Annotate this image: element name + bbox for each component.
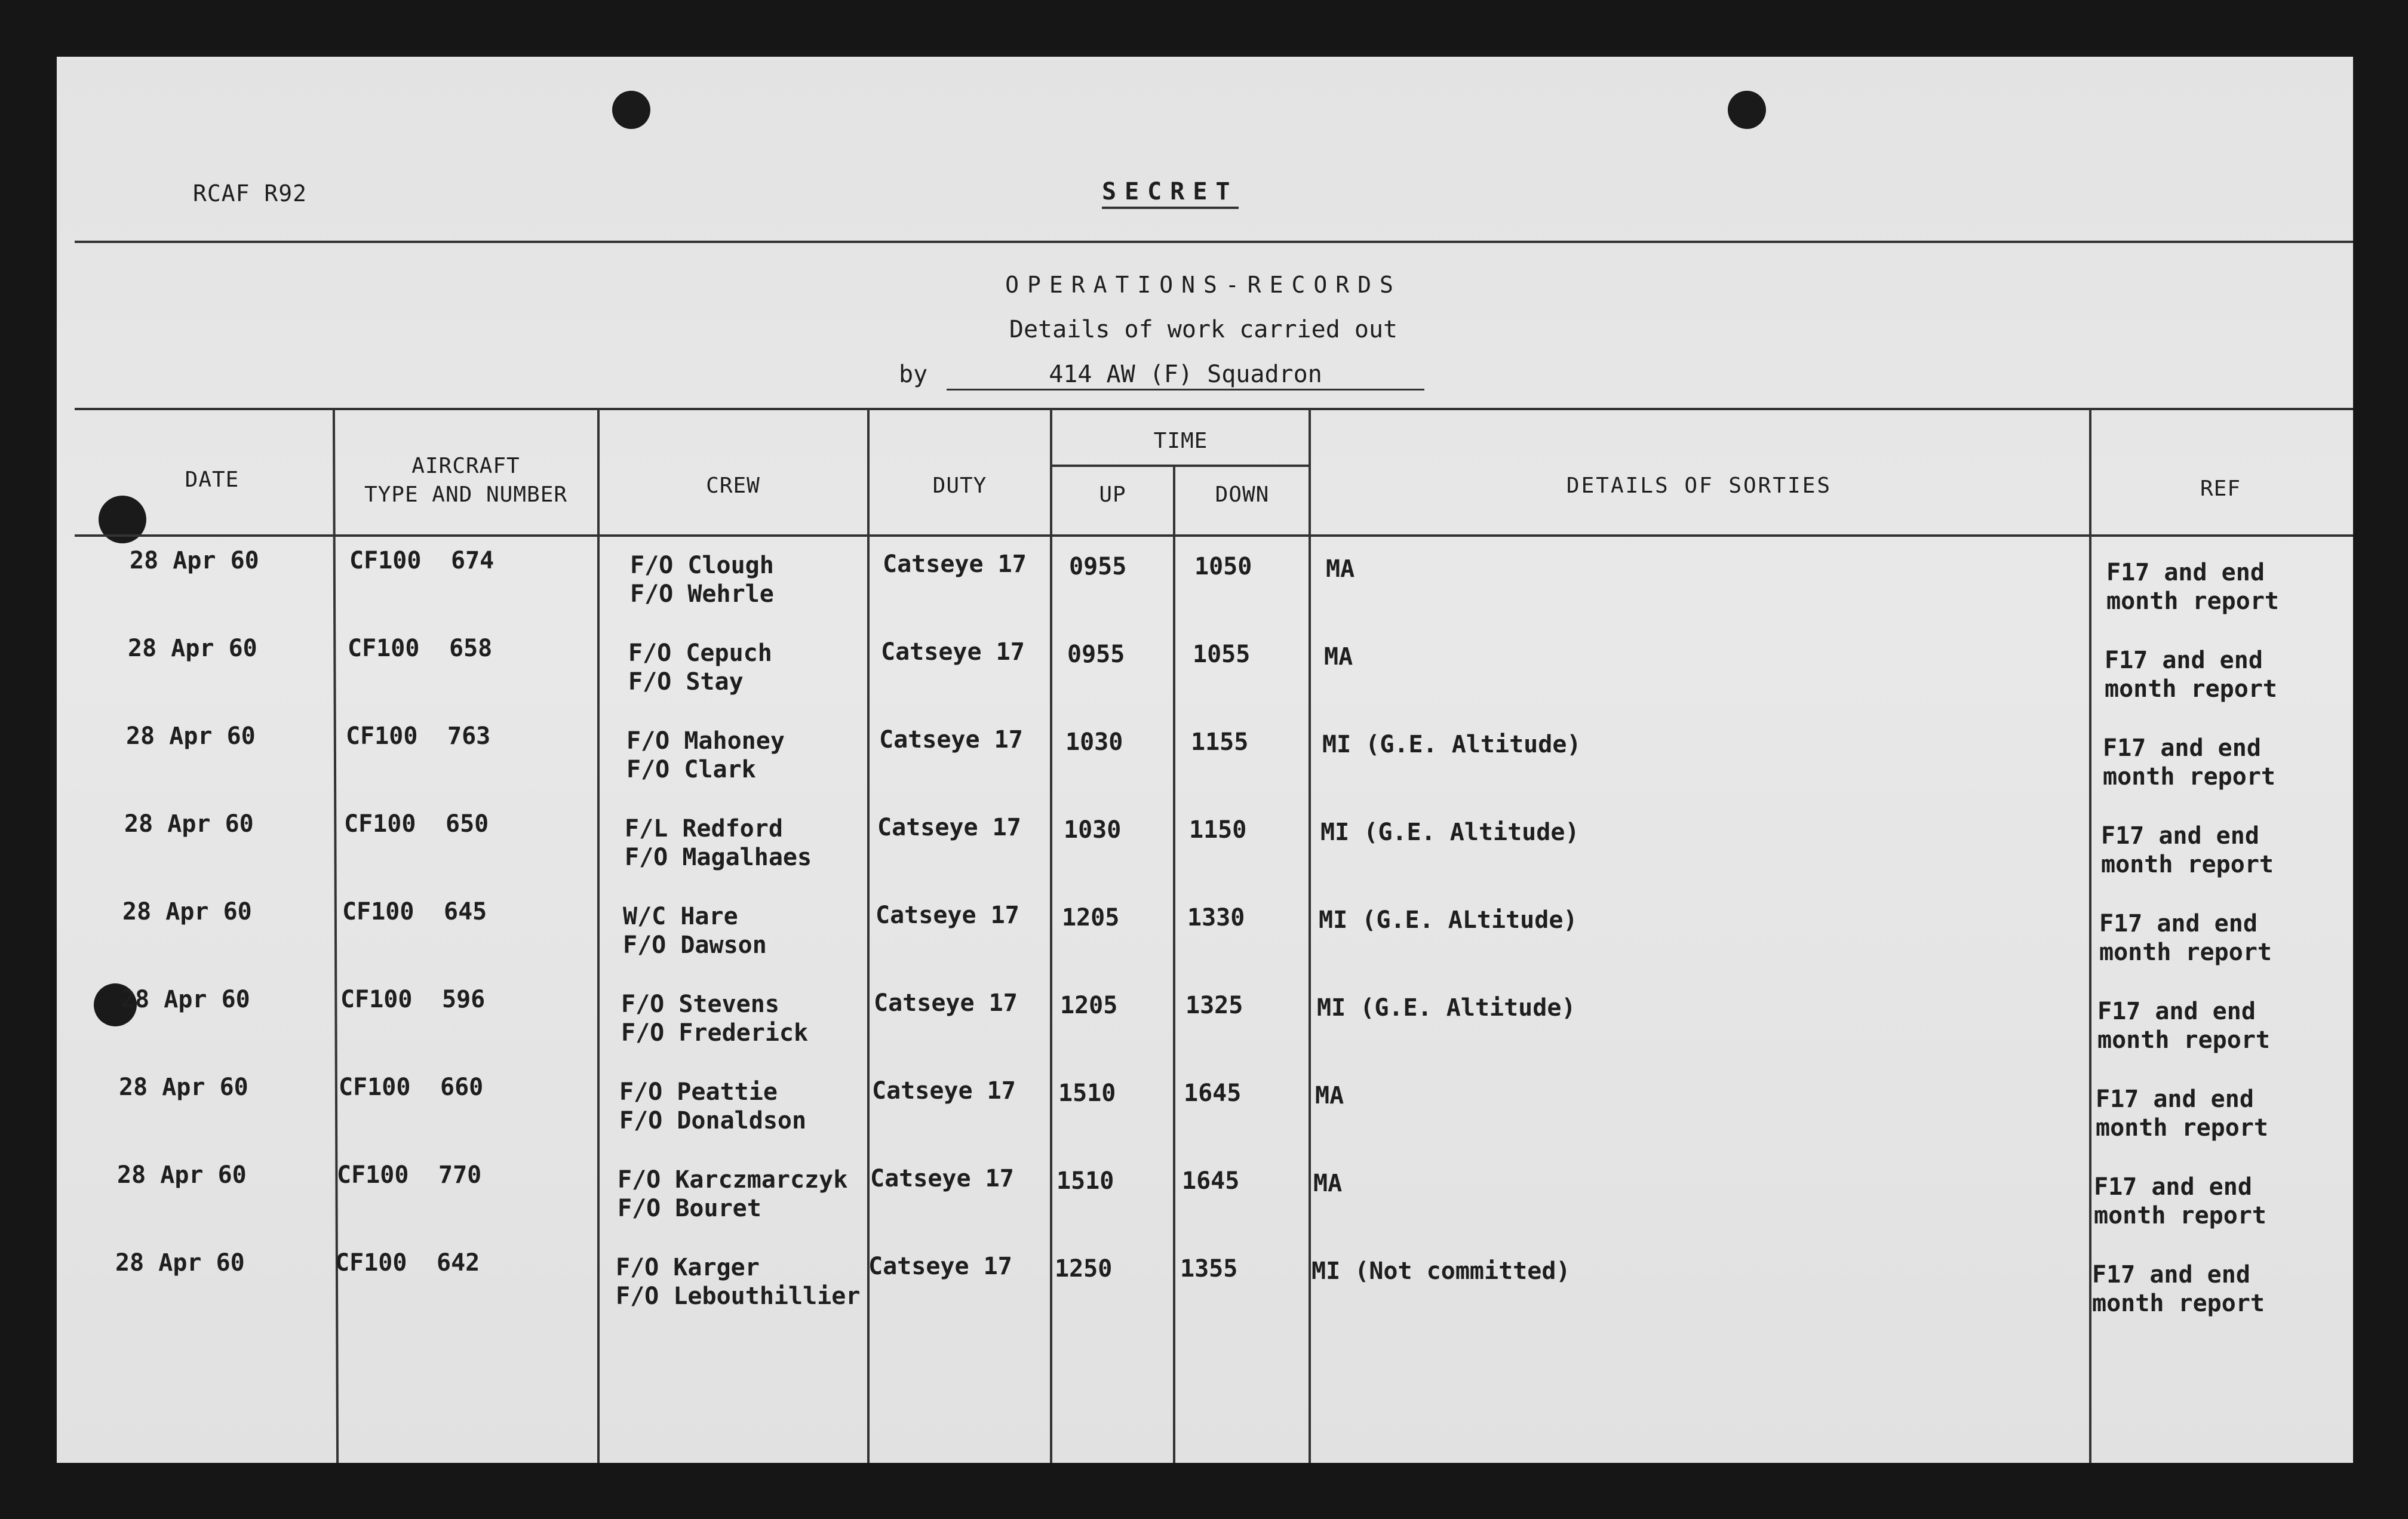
duty: Catseye 17 xyxy=(872,1077,1016,1105)
sortie-details: MI (G.E. Altitude) xyxy=(1317,994,1576,1022)
crew-member-1: F/O Stevens xyxy=(621,991,779,1018)
table-row xyxy=(57,1161,2341,1249)
punch-hole xyxy=(1728,91,1766,129)
crew-member-2: F/O Lebouthillier xyxy=(616,1283,861,1310)
aircraft-type: CF100 xyxy=(349,547,422,574)
duty: Catseye 17 xyxy=(879,726,1023,754)
squadron-name: 414 AW (F) Squadron xyxy=(947,360,1424,390)
ref-line-1: F17 and end xyxy=(2094,1173,2252,1201)
time-up: 1510 xyxy=(1056,1167,1114,1195)
ref-line-2: month report xyxy=(2094,1202,2266,1229)
operations-record-sheet xyxy=(57,57,2353,1463)
ref-line-2: month report xyxy=(2096,1114,2268,1142)
record-subtitle: Details of work carried out xyxy=(1009,316,1398,343)
sortie-date: 28 Apr 60 xyxy=(119,1074,248,1101)
duty: Catseye 17 xyxy=(883,551,1027,578)
sortie-details: MI (G.E. ALtitude) xyxy=(1319,906,1578,934)
aircraft-number: 650 xyxy=(446,810,489,838)
ref-line-1: F17 and end xyxy=(2096,1086,2254,1113)
col-header-date: DATE xyxy=(185,468,239,492)
col-header-crew: CREW xyxy=(706,473,760,498)
crew-member-2: F/O Donaldson xyxy=(619,1107,807,1134)
time-down: 1055 xyxy=(1193,641,1251,668)
sortie-details: MI (G.E. Altitude) xyxy=(1320,819,1580,846)
aircraft-number: 660 xyxy=(440,1074,484,1101)
crew-member-2: F/O Clark xyxy=(626,756,756,783)
sortie-details: MA xyxy=(1313,1170,1343,1197)
ref-line-2: month report xyxy=(2099,939,2272,966)
sortie-date: 28 Apr 60 xyxy=(130,547,259,574)
sortie-details: MI (G.E. Altitude) xyxy=(1322,731,1581,758)
sortie-date: 28 Apr 60 xyxy=(124,810,254,838)
col-header-up: UP xyxy=(1099,482,1126,507)
ref-line-1: F17 and end xyxy=(2092,1261,2250,1289)
crew-member-1: W/C Hare xyxy=(623,903,738,930)
crew-member-2: F/O Wehrle xyxy=(630,580,774,608)
time-down: 1355 xyxy=(1180,1255,1238,1283)
aircraft-number: 645 xyxy=(444,898,487,925)
col-header-duty: DUTY xyxy=(932,473,987,498)
time-up: 1510 xyxy=(1058,1080,1116,1107)
time-down: 1325 xyxy=(1185,992,1243,1019)
col-header-aircraft-1: AIRCRAFT xyxy=(411,454,520,478)
table-row xyxy=(57,1073,2342,1161)
ref-line-2: month report xyxy=(2105,675,2277,703)
table-row xyxy=(57,722,2349,810)
table-header-rule xyxy=(75,534,2353,537)
crew-member-1: F/O Cepuch xyxy=(628,639,772,667)
table-row xyxy=(57,810,2348,897)
aircraft-type: CF100 xyxy=(346,722,418,750)
aircraft-type: CF100 xyxy=(348,635,420,662)
aircraft-type: CF100 xyxy=(340,986,413,1013)
time-subheader-rule xyxy=(1051,465,1310,467)
crew-member-2: F/O Stay xyxy=(628,668,744,696)
time-up: 1205 xyxy=(1060,992,1118,1019)
ref-line-1: F17 and end xyxy=(2101,822,2259,850)
header-rule xyxy=(75,241,2353,243)
sortie-details: MI (Not committed) xyxy=(1312,1257,1571,1285)
duty: Catseye 17 xyxy=(870,1165,1014,1192)
col-header-aircraft-2: TYPE AND NUMBER xyxy=(364,482,568,507)
aircraft-type: CF100 xyxy=(342,898,414,925)
table-row xyxy=(57,634,2351,722)
crew-member-1: F/L Redford xyxy=(625,815,783,842)
sortie-date: 28 Apr 60 xyxy=(117,1161,247,1189)
aircraft-type: CF100 xyxy=(335,1249,407,1277)
crew-member-1: F/O Clough xyxy=(630,552,774,579)
crew-member-1: F/O Karczmarczyk xyxy=(618,1166,848,1194)
crew-member-2: F/O Magalhaes xyxy=(625,844,812,871)
ref-line-1: F17 and end xyxy=(2103,734,2261,762)
duty: Catseye 17 xyxy=(877,814,1021,841)
col-header-down: DOWN xyxy=(1215,482,1270,507)
sortie-details: MA xyxy=(1324,643,1353,671)
time-down: 1155 xyxy=(1191,728,1249,756)
aircraft-number: 763 xyxy=(447,722,491,750)
aircraft-type: CF100 xyxy=(339,1074,411,1101)
time-down: 1645 xyxy=(1184,1080,1242,1107)
crew-member-2: F/O Frederick xyxy=(621,1019,809,1047)
time-up: 0955 xyxy=(1067,641,1125,668)
ref-line-2: month report xyxy=(2106,588,2279,615)
record-title: OPERATIONS-RECORDS xyxy=(1005,272,1402,298)
time-down: 1330 xyxy=(1187,904,1245,931)
time-down: 1645 xyxy=(1182,1167,1240,1195)
sortie-table-body xyxy=(57,546,2353,1442)
aircraft-number: 596 xyxy=(442,986,486,1013)
by-label: by xyxy=(899,361,928,388)
sortie-details: MA xyxy=(1326,555,1355,583)
classification-label: SECRET xyxy=(1102,178,1239,209)
sortie-date: 28 Apr 60 xyxy=(121,986,250,1013)
sortie-date: 28 Apr 60 xyxy=(115,1249,245,1277)
ref-line-1: F17 and end xyxy=(2099,910,2258,937)
sortie-details: MA xyxy=(1315,1082,1344,1109)
duty: Catseye 17 xyxy=(868,1253,1012,1280)
aircraft-number: 674 xyxy=(451,547,494,574)
time-up: 1030 xyxy=(1065,728,1123,756)
aircraft-number: 642 xyxy=(437,1249,480,1277)
time-down: 1150 xyxy=(1189,816,1247,844)
aircraft-type: CF100 xyxy=(337,1161,409,1189)
crew-member-1: F/O Karger xyxy=(616,1254,760,1281)
form-id: RCAF R92 xyxy=(193,180,308,207)
table-row xyxy=(57,1249,2339,1336)
punch-hole xyxy=(612,91,650,129)
time-up: 0955 xyxy=(1069,553,1127,580)
aircraft-type: CF100 xyxy=(344,810,416,838)
time-up: 1205 xyxy=(1062,904,1120,931)
time-down: 1050 xyxy=(1194,553,1252,580)
table-top-rule xyxy=(75,408,2353,410)
sortie-date: 28 Apr 60 xyxy=(128,635,257,662)
col-header-ref: REF xyxy=(2200,476,2241,501)
crew-member-2: F/O Dawson xyxy=(623,931,767,959)
table-row xyxy=(57,897,2346,985)
crew-member-1: F/O Peattie xyxy=(619,1078,778,1106)
ref-line-2: month report xyxy=(2103,763,2275,791)
ref-line-2: month report xyxy=(2101,851,2274,878)
duty: Catseye 17 xyxy=(876,902,1019,929)
table-row xyxy=(57,985,2344,1073)
time-up: 1250 xyxy=(1055,1255,1113,1283)
ref-line-2: month report xyxy=(2097,1026,2270,1054)
aircraft-number: 658 xyxy=(449,635,493,662)
duty: Catseye 17 xyxy=(881,638,1025,666)
col-header-time: TIME xyxy=(1153,429,1208,453)
duty: Catseye 17 xyxy=(874,989,1018,1017)
sortie-date: 28 Apr 60 xyxy=(126,722,256,750)
ref-line-1: F17 and end xyxy=(2105,647,2263,674)
col-header-details: DETAILS OF SORTIES xyxy=(1566,473,1832,498)
crew-member-2: F/O Bouret xyxy=(618,1195,761,1222)
classification-stamp xyxy=(1102,177,1239,206)
table-row xyxy=(57,546,2353,634)
ref-line-1: F17 and end xyxy=(2097,998,2256,1025)
ref-line-2: month report xyxy=(2092,1290,2265,1317)
aircraft-number: 770 xyxy=(438,1161,482,1189)
sortie-date: 28 Apr 60 xyxy=(122,898,252,925)
crew-member-1: F/O Mahoney xyxy=(626,727,785,755)
time-up: 1030 xyxy=(1064,816,1122,844)
ref-line-1: F17 and end xyxy=(2106,559,2265,586)
